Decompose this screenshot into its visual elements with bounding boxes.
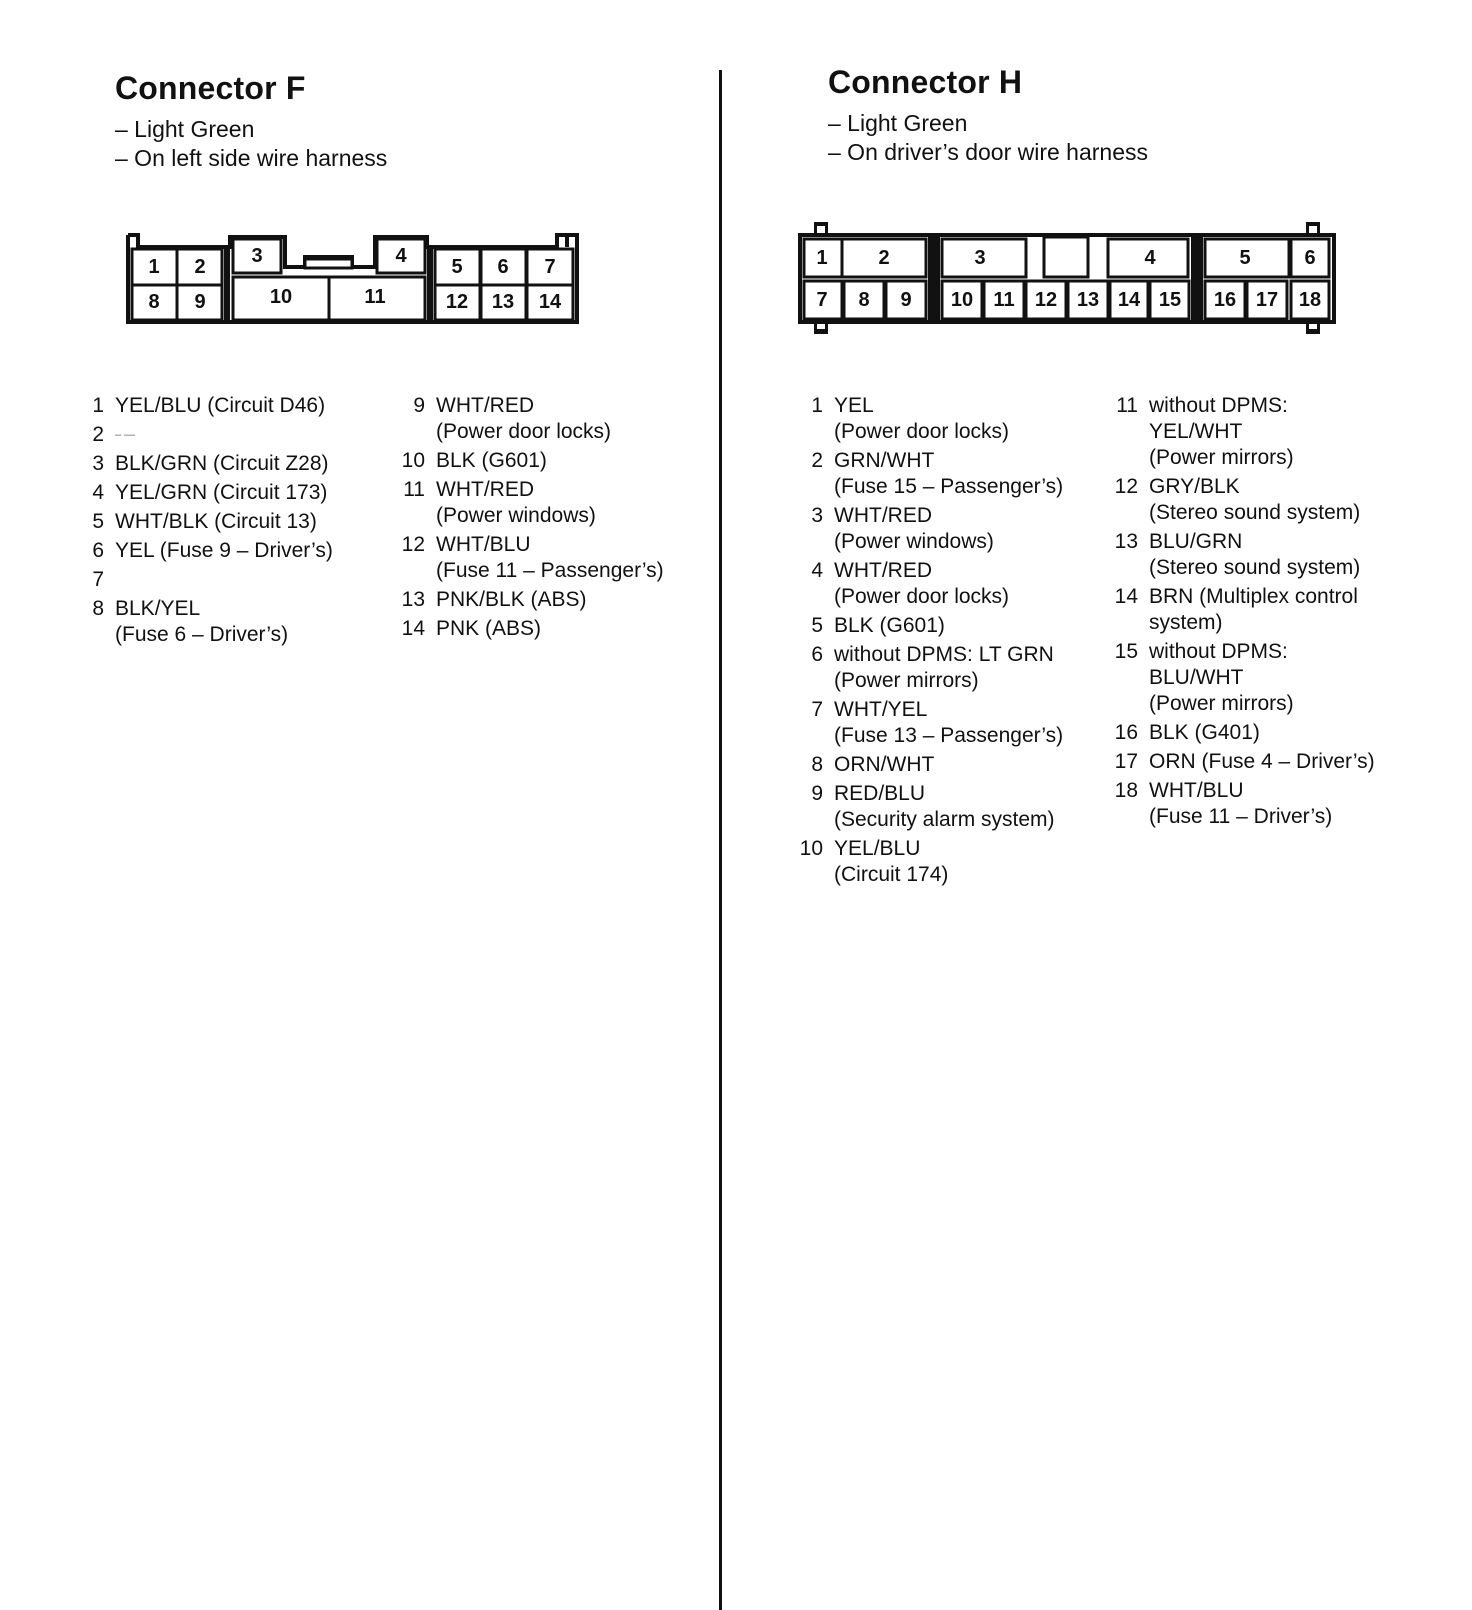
pin-description: WHT/RED (Power door locks) [834,559,1010,608]
connector-f-title: Connector F [115,70,306,106]
pin-description: without DPMS: LT GRN (Power mirrors) [834,643,1054,692]
list-item [82,422,333,448]
pin-number: 13 [1114,530,1138,553]
connector-h-pin-label: 17 [1255,289,1279,311]
pin-description: – — [115,429,136,441]
connector-f-pin-label: 13 [491,291,515,313]
connector-f-pin-label: 11 [364,286,386,308]
pin-number: 14 [1114,585,1138,608]
pin-number: 9 [811,782,823,805]
list-item [397,532,664,584]
pin-number: 1 [811,394,823,417]
connector-f-pin-list-1 [82,393,333,651]
connector-h-pin-list-1 [795,393,1063,891]
connector-f-cells [132,239,573,320]
connector-h-pin-label: 14 [1117,289,1141,311]
list-item [1110,529,1375,581]
connector-f-separator [427,247,433,322]
list-item [1110,474,1375,526]
pin-number: 14 [401,617,425,640]
pin-number: 15 [1114,640,1138,663]
connector-f-pin-label: 8 [148,291,160,313]
connector-f-pin-label: 3 [251,245,263,267]
connector-f-pin-label: 1 [148,256,160,278]
pin-description: GRN/WHT (Fuse 15 – Passenger’s) [834,449,1064,498]
pin-description: YEL (Power door locks) [834,394,1010,443]
pin-description: WHT/BLK (Circuit 13) [115,510,317,533]
pin-number: 2 [811,449,823,472]
connector-f-pin-label: 5 [451,256,463,278]
pin-number: 9 [413,394,425,417]
connector-f-pin-label: 2 [194,256,206,278]
pin-number: 10 [401,449,425,472]
list-item [82,393,333,419]
connector-f-pin-label: 6 [497,256,509,278]
list-item [397,616,664,642]
pin-number: 4 [811,559,823,582]
pin-description: WHT/RED (Power windows) [436,478,596,527]
column-divider [719,70,722,1610]
pin-number: 11 [1116,394,1138,417]
connector-h-cells [804,237,1329,319]
list-item [795,697,1063,749]
pin-number: 7 [92,568,104,591]
list-item [397,393,664,445]
list-item [1110,720,1375,746]
list-item [397,477,664,529]
connector-h-description [828,109,1148,167]
pin-description: BLK (G601) [834,614,945,637]
connector-f-location: – On left side wire harness [115,145,388,171]
pin-description: WHT/BLU (Fuse 11 – Passenger’s) [436,533,664,582]
pin-description [104,567,115,593]
pin-number: 12 [401,533,425,556]
pin-description: YEL/BLU (Circuit D46) [115,394,326,417]
pin-description: BLK/GRN (Circuit Z28) [115,452,329,475]
list-item [82,567,333,593]
pin-number: 17 [1114,750,1138,773]
pin-number: 6 [811,643,823,666]
pin-description: YEL (Fuse 9 – Driver’s) [115,539,333,562]
pin-number: 1 [92,394,104,417]
connector-h-pin-label: 10 [950,289,974,311]
pin-number: 3 [811,504,823,527]
connector-h-diagram [800,220,1350,340]
list-item [795,558,1063,610]
connector-h-location: – On driver’s door wire harness [828,139,1149,165]
list-item [82,538,333,564]
pin-description: BLK (G601) [436,449,547,472]
pin-description: YEL/BLU (Circuit 174) [834,837,949,886]
connector-f-diagram [120,225,590,330]
connector-f-pin-list-2 [397,393,664,645]
connector-f-separator [224,247,230,322]
list-item [1110,639,1375,717]
connector-h-pin-label: 3 [974,247,986,269]
connector-f-pin-label: 7 [544,256,556,278]
pin-description: ORN (Fuse 4 – Driver’s) [1149,750,1375,773]
pin-description: ORN/WHT [834,753,935,776]
connector-h-pin-list-2 [1110,393,1375,833]
pin-description: WHT/RED (Power windows) [834,504,994,553]
connector-h-color: – Light Green [828,110,968,136]
pin-number: 10 [799,837,823,860]
pin-description: RED/BLU (Security alarm system) [834,782,1055,831]
list-item [82,480,333,506]
pin-number: 11 [403,478,425,501]
pin-number: 13 [401,588,425,611]
pin-number: 4 [92,481,104,504]
pin-number: 2 [92,423,104,446]
list-item [397,587,664,613]
connector-h-pin-label: 4 [1144,247,1156,269]
connector-h-pin-label: 8 [858,289,870,311]
pin-number: 16 [1114,721,1138,744]
pin-description: GRY/BLK (Stereo sound system) [1149,475,1361,524]
pin-description: WHT/BLU (Fuse 11 – Driver’s) [1149,779,1333,828]
connector-h-pin-label: 1 [816,247,828,269]
pin-number: 6 [92,539,104,562]
pin-description: BLK/YEL (Fuse 6 – Driver’s) [115,597,289,646]
list-item [795,752,1063,778]
pin-number: 5 [92,510,104,533]
pin-description: without DPMS: YEL/WHT (Power mirrors) [1149,394,1294,469]
list-item [795,781,1063,833]
list-item [795,642,1063,694]
pin-number: 8 [811,753,823,776]
pin-description: PNK (ABS) [436,617,542,640]
pin-description: YEL/GRN (Circuit 173) [115,481,328,504]
list-item [82,451,333,477]
connector-h-pin-label: 5 [1239,247,1251,269]
connector-f-pin-label: 10 [269,286,293,308]
list-item [795,393,1063,445]
connector-h-separator [928,235,940,322]
list-item [1110,584,1375,636]
pin-description: WHT/YEL (Fuse 13 – Passenger’s) [834,698,1064,747]
connector-h-pin-label: 12 [1034,289,1058,311]
pin-number: 18 [1114,779,1138,802]
list-item [795,503,1063,555]
pin-description: without DPMS: BLU/WHT (Power mirrors) [1149,640,1294,715]
pin-number: 7 [811,698,823,721]
connector-h-pin-label: 16 [1213,289,1237,311]
pin-number: 12 [1114,475,1138,498]
list-item [795,613,1063,639]
connector-h-pin-label: 13 [1076,289,1100,311]
list-item [795,448,1063,500]
connector-f-description [115,115,387,173]
pin-number: 3 [92,452,104,475]
connector-h-empty-cell [1044,237,1088,277]
pin-description: BLU/GRN (Stereo sound system) [1149,530,1361,579]
connector-h-title: Connector H [828,64,1023,100]
connector-f-pin-label: 12 [445,291,469,313]
connector-h-pin-label: 15 [1158,289,1182,311]
connector-h-pin-label: 6 [1304,247,1316,269]
list-item [397,448,664,474]
connector-f-latch [305,259,352,268]
pin-description: BRN (Multiplex control system) [1149,585,1358,634]
connector-h-pin-label: 9 [900,289,912,311]
connector-h-pin-label: 2 [878,247,890,269]
list-item [82,509,333,535]
list-item [1110,749,1375,775]
pin-description: BLK (G401) [1149,721,1260,744]
list-item [82,596,333,648]
list-item [1110,393,1375,471]
list-item [1110,778,1375,830]
pin-number: 5 [811,614,823,637]
connector-f-pin-label: 9 [194,291,206,313]
connector-h-pin-label: 7 [816,289,828,311]
pin-description: PNK/BLK (ABS) [436,588,587,611]
connector-h-pin-label: 18 [1298,289,1322,311]
connector-f-pin-label: 4 [395,245,407,267]
connector-h-separator [1191,235,1203,322]
list-item [795,836,1063,888]
connector-h-pin-label: 11 [993,289,1015,311]
connector-f-color: – Light Green [115,116,255,142]
pin-number: 8 [92,597,104,620]
pin-description: WHT/RED (Power door locks) [436,394,612,443]
connector-f-pin-label: 14 [538,291,562,313]
